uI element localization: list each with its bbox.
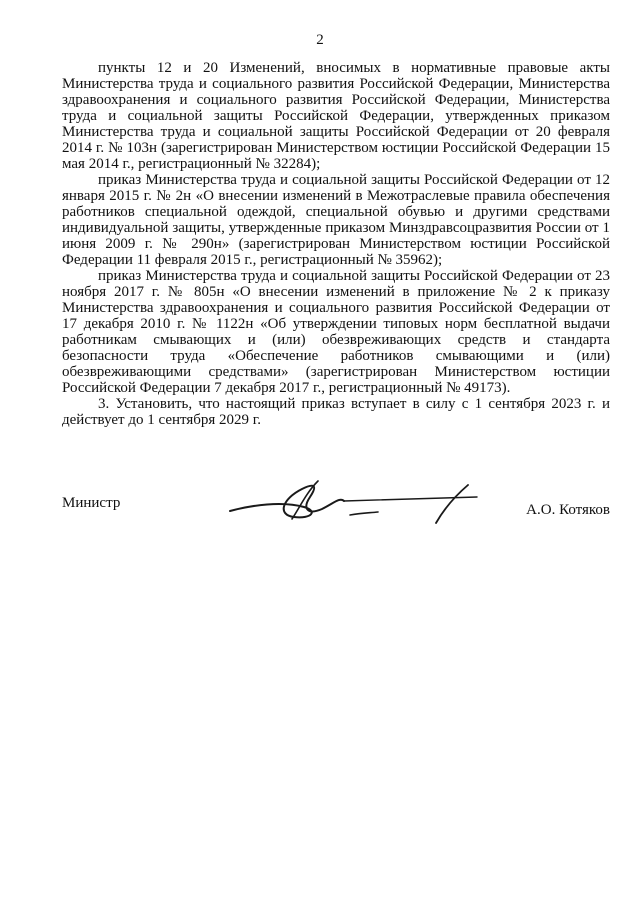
page-number: 2 xyxy=(316,32,324,48)
paragraph-amendments-points: пункты 12 и 20 Изменений, вносимых в нормативные правовые акты Министерства труда и социального развития Российской Федерации, Министерства здравоохранения и социального развития Российской Федерации, Министерства труда и социальной защиты Российской Федерации, утвержденных приказом Министерства труда и социальной защиты Российской Федерации от 20 февраля 2014 г. № 103н (зарегистрирован Министерством юстиции Российской Федерации 15 мая 2014 г., регистрационный № 32284); xyxy=(62,60,610,172)
signature-block xyxy=(62,487,610,527)
document-body xyxy=(62,60,610,428)
paragraph-order-805n: приказ Министерства труда и социальной защиты Российской Федерации от 23 ноября 2017 г. № 805н «О внесении изменений в приложение № 2 к приказу Министерства здравоохранения и социального развития Российской Федерации от 17 декабря 2010 г. № 1122н «Об утверждении типовых норм бесплатной выдачи работникам смывающих и (или) обезвреживающих средств и стандарта безопасности труда «Обеспечение работников смывающими и (или) обезвреживающими средствами» (зарегистрирован Министерством юстиции Российской Федерации 7 декабря 2017 г., регистрационный № 49173). xyxy=(62,268,610,396)
handwritten-signature xyxy=(222,479,482,529)
signatory-title: Министр xyxy=(62,495,121,511)
paragraph-effective-date: 3. Установить, что настоящий приказ вступает в силу с 1 сентября 2023 г. и действует до 1 сентября 2029 г. xyxy=(62,396,610,428)
paragraph-order-2n: приказ Министерства труда и социальной защиты Российской Федерации от 12 января 2015 г. № 2н «О внесении изменений в Межотраслевые правила обеспечения работников специальной одеждой, специальной обувью и другими средствами индивидуальной защиты, утвержденные приказом Минздравсоцразвития России от 1 июня 2009 г. № 290н» (зарегистрирован Министерством юстиции Российской Федерации 11 февраля 2015 г., регистрационный № 35962); xyxy=(62,172,610,268)
signatory-name: А.О. Котяков xyxy=(526,502,610,518)
